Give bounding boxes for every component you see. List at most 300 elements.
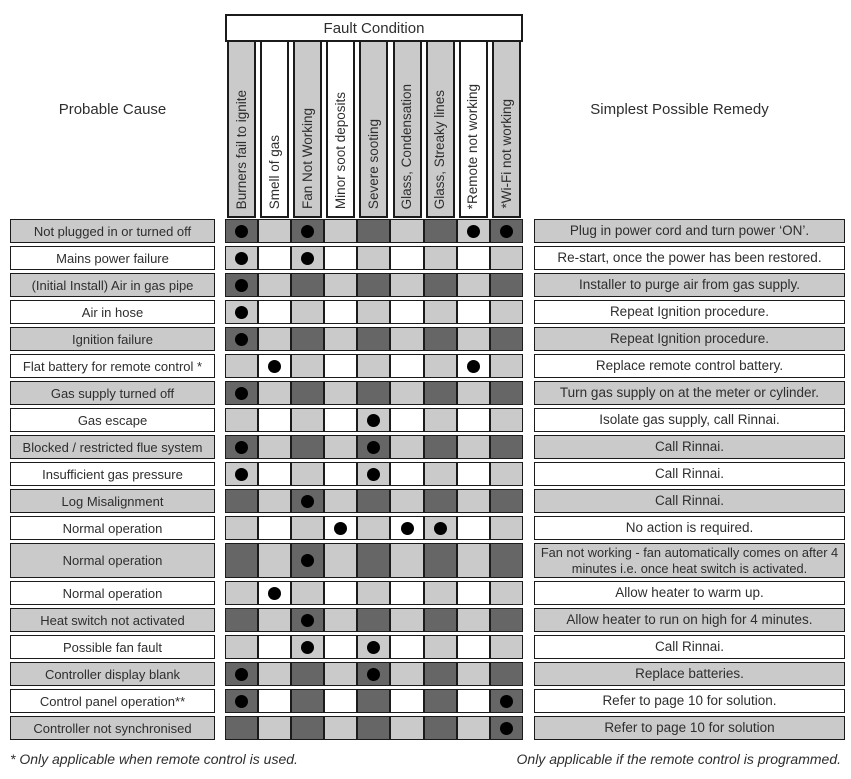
remedy-cell: Repeat Ignition procedure. bbox=[534, 300, 845, 324]
probable-cause-cell: Possible fan fault bbox=[10, 635, 215, 659]
fault-cell bbox=[324, 489, 357, 513]
probable-cause-cell: Heat switch not activated bbox=[10, 608, 215, 632]
fault-cell bbox=[490, 273, 523, 297]
fault-dot bbox=[235, 225, 248, 238]
fault-cell bbox=[390, 462, 423, 486]
fault-cell bbox=[490, 435, 523, 459]
probable-cause-cell: Log Misalignment bbox=[10, 489, 215, 513]
fault-dot bbox=[434, 522, 447, 535]
table-row bbox=[10, 635, 845, 659]
fault-cell bbox=[324, 689, 357, 713]
fault-dot-cells bbox=[225, 219, 523, 243]
fault-cell bbox=[291, 489, 324, 513]
fault-cell bbox=[457, 354, 490, 378]
probable-cause-cell: Air in hose bbox=[10, 300, 215, 324]
fault-dot bbox=[268, 587, 281, 600]
probable-cause-cell: Gas supply turned off bbox=[10, 381, 215, 405]
fault-column-label: *Remote not working bbox=[465, 83, 481, 209]
fault-cell bbox=[291, 662, 324, 686]
fault-column-label: Glass, Condensation bbox=[399, 83, 415, 209]
fault-cell bbox=[324, 354, 357, 378]
fault-cell bbox=[258, 246, 291, 270]
fault-dot-cells bbox=[225, 381, 523, 405]
fault-cell bbox=[324, 662, 357, 686]
fault-cell bbox=[424, 516, 457, 540]
table-row bbox=[10, 219, 845, 243]
probable-cause-cell: Mains power failure bbox=[10, 246, 215, 270]
fault-cell bbox=[490, 608, 523, 632]
fault-dot bbox=[235, 441, 248, 454]
fault-dot-cells bbox=[225, 327, 523, 351]
fault-column-label: Smell of gas bbox=[266, 134, 282, 209]
probable-cause-cell: Insufficient gas pressure bbox=[10, 462, 215, 486]
fault-cell bbox=[324, 246, 357, 270]
fault-cell bbox=[291, 300, 324, 324]
fault-cell bbox=[357, 462, 390, 486]
fault-cell bbox=[457, 489, 490, 513]
fault-cell bbox=[357, 327, 390, 351]
fault-dot-cells bbox=[225, 543, 523, 578]
fault-dot bbox=[268, 360, 281, 373]
fault-cell bbox=[490, 635, 523, 659]
fault-dot bbox=[235, 306, 248, 319]
fault-dot-cells bbox=[225, 408, 523, 432]
fault-dot bbox=[235, 668, 248, 681]
fault-cell bbox=[457, 716, 490, 740]
fault-cell bbox=[225, 581, 258, 605]
table-row bbox=[10, 516, 845, 540]
fault-cell bbox=[424, 300, 457, 324]
remedy-cell: Call Rinnai. bbox=[534, 462, 845, 486]
fault-cell bbox=[291, 516, 324, 540]
probable-cause-cell: Normal operation bbox=[10, 543, 215, 578]
fault-cell bbox=[457, 300, 490, 324]
table-row bbox=[10, 662, 845, 686]
fault-cell bbox=[357, 219, 390, 243]
fault-cell bbox=[291, 354, 324, 378]
fault-cell bbox=[258, 489, 291, 513]
fault-cell bbox=[291, 381, 324, 405]
fault-cell bbox=[258, 408, 291, 432]
fault-cell bbox=[490, 516, 523, 540]
remedy-cell: Call Rinnai. bbox=[534, 635, 845, 659]
fault-cell bbox=[490, 689, 523, 713]
fault-cell bbox=[225, 462, 258, 486]
fault-cell bbox=[457, 435, 490, 459]
fault-column-label: Burners fail to ignite bbox=[233, 89, 249, 209]
fault-cell bbox=[324, 300, 357, 324]
remedy-heading: Simplest Possible Remedy bbox=[590, 101, 769, 118]
probable-cause-cell: Blocked / restricted flue system bbox=[10, 435, 215, 459]
fault-dot-cells bbox=[225, 635, 523, 659]
fault-cell bbox=[424, 246, 457, 270]
fault-dot bbox=[367, 641, 380, 654]
fault-cell bbox=[225, 543, 258, 578]
fault-cell bbox=[457, 543, 490, 578]
fault-cell bbox=[390, 219, 423, 243]
fault-cell bbox=[225, 354, 258, 378]
remedy-cell: Call Rinnai. bbox=[534, 489, 845, 513]
fault-dot-cells bbox=[225, 581, 523, 605]
fault-cell bbox=[324, 327, 357, 351]
probable-cause-cell: (Initial Install) Air in gas pipe bbox=[10, 273, 215, 297]
fault-column-header-1 bbox=[227, 40, 256, 218]
fault-cell bbox=[457, 273, 490, 297]
probable-cause-cell: Not plugged in or turned off bbox=[10, 219, 215, 243]
fault-cell bbox=[291, 219, 324, 243]
table-row bbox=[10, 246, 845, 270]
fault-cell bbox=[424, 608, 457, 632]
fault-cell bbox=[357, 273, 390, 297]
remedy-cell: Refer to page 10 for solution bbox=[534, 716, 845, 740]
fault-column-header-slot bbox=[357, 40, 390, 218]
fault-dot bbox=[301, 225, 314, 238]
fault-cell bbox=[291, 273, 324, 297]
table-row bbox=[10, 381, 845, 405]
fault-column-label: Minor soot deposits bbox=[333, 91, 349, 209]
fault-dot-cells bbox=[225, 662, 523, 686]
fault-condition-heading: Fault Condition bbox=[225, 14, 523, 42]
fault-dot bbox=[367, 468, 380, 481]
fault-dot-cells bbox=[225, 435, 523, 459]
fault-cell bbox=[324, 516, 357, 540]
fault-cell bbox=[424, 327, 457, 351]
fault-cell bbox=[457, 462, 490, 486]
fault-column-header-slot bbox=[490, 40, 523, 218]
fault-column-headers bbox=[225, 40, 523, 218]
fault-cell bbox=[490, 354, 523, 378]
fault-column-header-slot bbox=[258, 40, 291, 218]
fault-cell bbox=[291, 246, 324, 270]
table-row bbox=[10, 716, 845, 740]
fault-cell bbox=[457, 246, 490, 270]
fault-cell bbox=[258, 635, 291, 659]
table-row bbox=[10, 581, 845, 605]
fault-cell bbox=[490, 462, 523, 486]
footnote-remote-programmed: Only applicable if the remote control is programmed. bbox=[516, 751, 841, 767]
fault-dot bbox=[301, 252, 314, 265]
probable-cause-cell: Controller not synchronised bbox=[10, 716, 215, 740]
fault-cell bbox=[390, 327, 423, 351]
fault-cell bbox=[258, 662, 291, 686]
table-row bbox=[10, 273, 845, 297]
fault-column-header-2 bbox=[260, 40, 289, 218]
fault-cell bbox=[225, 435, 258, 459]
fault-cell bbox=[457, 581, 490, 605]
fault-cell bbox=[357, 662, 390, 686]
fault-cell bbox=[225, 516, 258, 540]
fault-cell bbox=[357, 354, 390, 378]
fault-dot-cells bbox=[225, 608, 523, 632]
fault-cell bbox=[291, 716, 324, 740]
fault-cell bbox=[324, 608, 357, 632]
fault-cell bbox=[424, 689, 457, 713]
fault-cell bbox=[324, 543, 357, 578]
fault-cell bbox=[457, 689, 490, 713]
fault-cell bbox=[390, 716, 423, 740]
table-body bbox=[10, 219, 845, 743]
fault-cell bbox=[424, 489, 457, 513]
fault-cell bbox=[390, 489, 423, 513]
fault-cell bbox=[225, 327, 258, 351]
fault-dot-cells bbox=[225, 354, 523, 378]
fault-cell bbox=[291, 635, 324, 659]
fault-cell bbox=[490, 219, 523, 243]
fault-cell bbox=[390, 354, 423, 378]
fault-cell bbox=[490, 716, 523, 740]
fault-cell bbox=[225, 381, 258, 405]
fault-cell bbox=[390, 516, 423, 540]
fault-cell bbox=[457, 608, 490, 632]
fault-cell bbox=[490, 489, 523, 513]
fault-cell bbox=[291, 327, 324, 351]
fault-cell bbox=[258, 354, 291, 378]
fault-column-header-4 bbox=[326, 40, 355, 218]
fault-cell bbox=[324, 273, 357, 297]
fault-cell bbox=[424, 462, 457, 486]
fault-cell bbox=[291, 581, 324, 605]
fault-dot bbox=[235, 252, 248, 265]
fault-cell bbox=[225, 689, 258, 713]
fault-dot bbox=[235, 468, 248, 481]
fault-cell bbox=[490, 381, 523, 405]
fault-dot bbox=[334, 522, 347, 535]
fault-dot bbox=[467, 225, 480, 238]
table-row bbox=[10, 689, 845, 713]
fault-cell bbox=[357, 581, 390, 605]
fault-cell bbox=[357, 381, 390, 405]
fault-dot bbox=[301, 495, 314, 508]
fault-column-header-slot bbox=[225, 40, 258, 218]
fault-cell bbox=[390, 689, 423, 713]
fault-dot bbox=[367, 414, 380, 427]
fault-dot bbox=[500, 695, 513, 708]
fault-cell bbox=[258, 516, 291, 540]
fault-cell bbox=[490, 246, 523, 270]
fault-cell bbox=[424, 408, 457, 432]
fault-dot bbox=[500, 225, 513, 238]
fault-dot bbox=[235, 333, 248, 346]
fault-cell bbox=[357, 716, 390, 740]
fault-cell bbox=[324, 581, 357, 605]
probable-cause-heading: Probable Cause bbox=[58, 101, 167, 118]
fault-cell bbox=[258, 716, 291, 740]
fault-dot bbox=[235, 279, 248, 292]
fault-dot-cells bbox=[225, 516, 523, 540]
fault-dot bbox=[500, 722, 513, 735]
fault-cell bbox=[390, 246, 423, 270]
fault-cell bbox=[357, 543, 390, 578]
fault-cell bbox=[357, 489, 390, 513]
fault-column-label: Fan Not Working bbox=[299, 107, 315, 209]
fault-cell bbox=[225, 489, 258, 513]
fault-cell bbox=[258, 435, 291, 459]
fault-cell bbox=[258, 543, 291, 578]
fault-cell bbox=[258, 689, 291, 713]
fault-cell bbox=[390, 635, 423, 659]
fault-column-header-slot bbox=[291, 40, 324, 218]
fault-cell bbox=[225, 408, 258, 432]
fault-column-header-slot bbox=[457, 40, 490, 218]
fault-cell bbox=[357, 635, 390, 659]
fault-cell bbox=[291, 689, 324, 713]
fault-cell bbox=[490, 327, 523, 351]
remedy-cell: Refer to page 10 for solution. bbox=[534, 689, 845, 713]
fault-dot-cells bbox=[225, 716, 523, 740]
fault-cell bbox=[357, 516, 390, 540]
fault-column-header-slot bbox=[424, 40, 457, 218]
fault-dot-cells bbox=[225, 300, 523, 324]
fault-column-label: *Wi-Fi not working bbox=[498, 99, 514, 209]
fault-cell bbox=[424, 273, 457, 297]
fault-column-header-3 bbox=[293, 40, 322, 218]
fault-cell bbox=[490, 408, 523, 432]
fault-cell bbox=[490, 662, 523, 686]
fault-cell bbox=[457, 408, 490, 432]
fault-column-header-9 bbox=[492, 40, 521, 218]
fault-cell bbox=[390, 543, 423, 578]
fault-cell bbox=[390, 273, 423, 297]
fault-column-header-5 bbox=[359, 40, 388, 218]
remedy-cell: Re-start, once the power has been restored. bbox=[534, 246, 845, 270]
fault-cell bbox=[390, 300, 423, 324]
fault-cell bbox=[324, 381, 357, 405]
fault-cell bbox=[424, 381, 457, 405]
table-row bbox=[10, 489, 845, 513]
fault-cell bbox=[324, 635, 357, 659]
fault-cell bbox=[291, 608, 324, 632]
fault-cell bbox=[258, 219, 291, 243]
table-row bbox=[10, 543, 845, 578]
fault-cell bbox=[424, 662, 457, 686]
fault-cell bbox=[225, 219, 258, 243]
fault-column-header-8 bbox=[459, 40, 488, 218]
remedy-cell: Repeat Ignition procedure. bbox=[534, 327, 845, 351]
fault-cell bbox=[424, 716, 457, 740]
fault-column-label: Severe sooting bbox=[366, 118, 382, 209]
fault-cell bbox=[291, 435, 324, 459]
fault-cell bbox=[457, 662, 490, 686]
remedy-cell: Installer to purge air from gas supply. bbox=[534, 273, 845, 297]
fault-cell bbox=[390, 662, 423, 686]
table-row bbox=[10, 408, 845, 432]
fault-cell bbox=[291, 408, 324, 432]
fault-dot-cells bbox=[225, 689, 523, 713]
fault-cell bbox=[457, 635, 490, 659]
fault-cell bbox=[324, 408, 357, 432]
fault-dot bbox=[367, 668, 380, 681]
fault-cell bbox=[490, 300, 523, 324]
fault-cell bbox=[258, 608, 291, 632]
fault-cell bbox=[357, 689, 390, 713]
fault-dot bbox=[301, 554, 314, 567]
table-row bbox=[10, 435, 845, 459]
fault-cell bbox=[225, 246, 258, 270]
remedy-cell: Replace remote control battery. bbox=[534, 354, 845, 378]
fault-cell bbox=[424, 635, 457, 659]
fault-cell bbox=[457, 381, 490, 405]
fault-dot bbox=[235, 387, 248, 400]
fault-column-header-slot bbox=[390, 40, 423, 218]
fault-cell bbox=[291, 543, 324, 578]
fault-cell bbox=[324, 219, 357, 243]
fault-dot bbox=[301, 614, 314, 627]
fault-dot-cells bbox=[225, 273, 523, 297]
fault-cell bbox=[357, 608, 390, 632]
fault-cell bbox=[424, 354, 457, 378]
fault-dot-cells bbox=[225, 246, 523, 270]
footnotes bbox=[10, 751, 841, 767]
fault-cell bbox=[390, 608, 423, 632]
fault-cell bbox=[225, 300, 258, 324]
fault-dot bbox=[467, 360, 480, 373]
probable-cause-cell: Normal operation bbox=[10, 581, 215, 605]
fault-column-header-7 bbox=[426, 40, 455, 218]
fault-dot bbox=[235, 695, 248, 708]
fault-cell bbox=[258, 381, 291, 405]
probable-cause-cell: Flat battery for remote control * bbox=[10, 354, 215, 378]
fault-cell bbox=[225, 662, 258, 686]
remedy-cell: Turn gas supply on at the meter or cylinder. bbox=[534, 381, 845, 405]
fault-dot bbox=[367, 441, 380, 454]
fault-cell bbox=[424, 219, 457, 243]
footnote-remote-used: * Only applicable when remote control is used. bbox=[10, 751, 298, 767]
fault-cell bbox=[258, 462, 291, 486]
fault-cell bbox=[390, 408, 423, 432]
fault-cell bbox=[225, 273, 258, 297]
fault-cell bbox=[490, 543, 523, 578]
remedy-cell: No action is required. bbox=[534, 516, 845, 540]
fault-cell bbox=[357, 300, 390, 324]
fault-cell bbox=[357, 435, 390, 459]
fault-dot-cells bbox=[225, 462, 523, 486]
probable-cause-cell: Gas escape bbox=[10, 408, 215, 432]
fault-cell bbox=[390, 435, 423, 459]
fault-cell bbox=[357, 408, 390, 432]
fault-cell bbox=[225, 635, 258, 659]
remedy-cell: Plug in power cord and turn power ‘ON’. bbox=[534, 219, 845, 243]
fault-column-label: Glass, Streaky lines bbox=[432, 89, 448, 209]
fault-cell bbox=[258, 327, 291, 351]
fault-cell bbox=[424, 543, 457, 578]
probable-cause-cell: Controller display blank bbox=[10, 662, 215, 686]
fault-cell bbox=[490, 581, 523, 605]
fault-cell bbox=[258, 300, 291, 324]
fault-dot bbox=[401, 522, 414, 535]
fault-cell bbox=[324, 716, 357, 740]
fault-cell bbox=[291, 462, 324, 486]
fault-cell bbox=[424, 581, 457, 605]
fault-cell bbox=[258, 273, 291, 297]
table-row bbox=[10, 462, 845, 486]
fault-cell bbox=[225, 608, 258, 632]
remedy-cell: Call Rinnai. bbox=[534, 435, 845, 459]
table-row bbox=[10, 608, 845, 632]
fault-cell bbox=[225, 716, 258, 740]
remedy-cell: Allow heater to run on high for 4 minutes. bbox=[534, 608, 845, 632]
fault-dot bbox=[301, 641, 314, 654]
fault-cell bbox=[457, 516, 490, 540]
remedy-cell: Isolate gas supply, call Rinnai. bbox=[534, 408, 845, 432]
fault-dot-cells bbox=[225, 489, 523, 513]
probable-cause-cell: Ignition failure bbox=[10, 327, 215, 351]
table-row bbox=[10, 354, 845, 378]
fault-cell bbox=[390, 581, 423, 605]
fault-cell bbox=[424, 435, 457, 459]
fault-cell bbox=[457, 327, 490, 351]
fault-cell bbox=[258, 581, 291, 605]
fault-column-header-6 bbox=[393, 40, 422, 218]
